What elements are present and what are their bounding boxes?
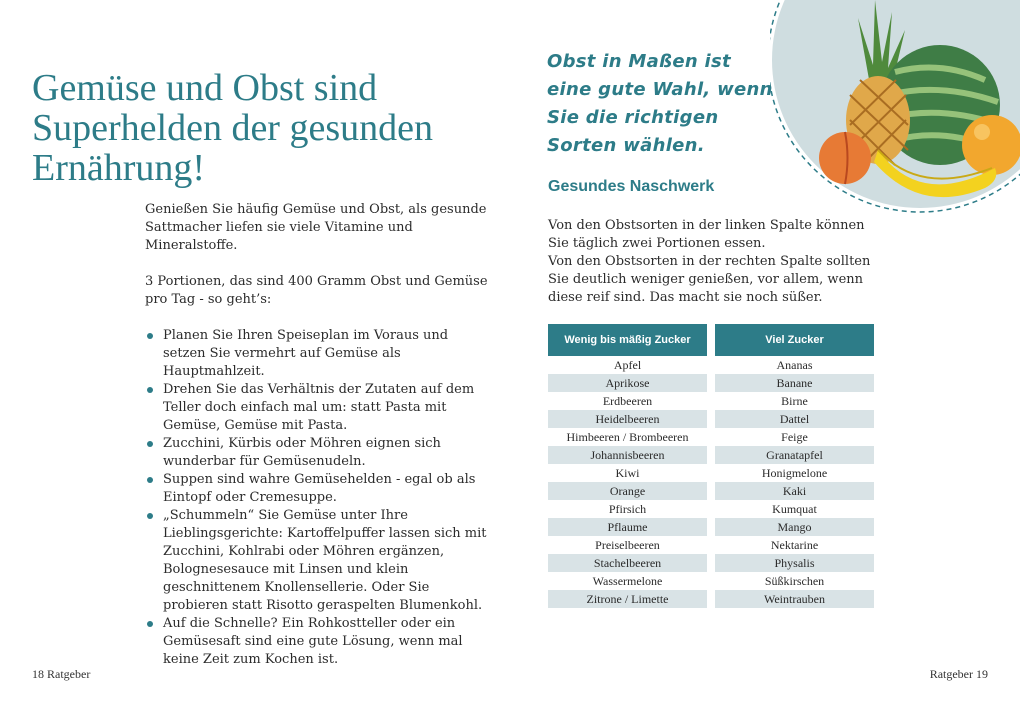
section-subheading: Gesundes Naschwerk [548,178,715,195]
list-item: „Schummeln“ Sie Gemüse unter Ihre Lieblingsgerichte: Kartoffelpuffer lassen sich mit Zucchini, Kohlrabi oder Möhren ergänzen, Bolognesesauce mit Linsen und klein geschnittenem Knollensellerie. Oder Sie probieren statt Risotto geraspelten Blumenkohl. [145,507,490,615]
table-row [715,446,874,464]
table-row [548,500,707,518]
table-cell: Kaki [715,482,874,500]
table-cell: Heidelbeeren [548,410,707,428]
left-body [145,201,490,669]
table-cell: Honigmelone [715,464,874,482]
table-row [548,536,707,554]
table-cell: Ananas [715,356,874,374]
table-row [548,374,707,392]
low-sugar-table [548,324,707,608]
table-row [715,590,874,608]
page-number-left: 18 Ratgeber [32,667,91,681]
intro-paragraph: Genießen Sie häufig Gemüse und Obst, als gesunde Sattmacher liefen sie viele Vitamine und Mineralstoffe. [145,202,487,253]
table-row [715,464,874,482]
portions-paragraph: 3 Portionen, das sind 400 Gramm Obst und Gemüse pro Tag - so geht’s: [145,274,488,307]
table-row [715,518,874,536]
list-item: Planen Sie Ihren Speiseplan im Voraus und setzen Sie vermehrt auf Gemüse als Hauptmahlzeit. [145,327,490,381]
table-cell: Banane [715,374,874,392]
paragraph: Von den Obstsorten in der rechten Spalte sollten Sie deutlich weniger genießen, vor allem, wenn diese reif sind. Das macht sie noch süßer. [548,254,871,305]
table-cell: Weintrauben [715,590,874,608]
table-cell: Pfirsich [548,500,707,518]
table-cell: Süßkirschen [715,572,874,590]
page-headline: Gemüse und Obst sind Superhelden der gesunden Ernährung! [32,67,433,189]
high-sugar-table [715,324,874,608]
list-item: Suppen sind wahre Gemüsehelden - egal ob als Eintopf oder Cremesuppe. [145,471,490,507]
table-cell: Aprikose [548,374,707,392]
table-cell: Stachelbeeren [548,554,707,572]
table-header: Viel Zucker [715,324,874,356]
table-row [715,482,874,500]
table-header: Wenig bis mäßig Zucker [548,324,707,356]
table-row [548,392,707,410]
list-item: Zucchini, Kürbis oder Möhren eignen sich wunderbar für Gemüsenudeln. [145,435,490,471]
table-row [548,590,707,608]
table-row [715,410,874,428]
paragraph: Von den Obstsorten in der linken Spalte können Sie täglich zwei Portionen essen. [548,218,865,251]
table-row [715,392,874,410]
table-row [548,572,707,590]
table-cell: Zitrone / Limette [548,590,707,608]
table-cell: Pflaume [548,518,707,536]
sugar-tables [548,324,874,608]
pull-quote: Obst in Maßen ist eine gute Wahl, wenn Sie die richtigen Sorten wählen. [547,51,773,156]
page-number-right: Ratgeber 19 [929,667,988,681]
table-row [548,410,707,428]
table-cell: Erdbeeren [548,392,707,410]
table-cell: Dattel [715,410,874,428]
table-cell: Mango [715,518,874,536]
table-cell: Wassermelone [548,572,707,590]
table-row [548,356,707,374]
table-row [715,500,874,518]
list-item: Drehen Sie das Verhältnis der Zutaten auf dem Teller doch einfach mal um: statt Pasta mit Gemüse, Gemüse mit Pasta. [145,381,490,435]
table-cell: Apfel [548,356,707,374]
table-row [548,518,707,536]
table-cell: Nektarine [715,536,874,554]
table-cell: Preiselbeeren [548,536,707,554]
table-cell: Granatapfel [715,446,874,464]
tips-list [145,327,490,669]
table-row [715,356,874,374]
table-row [548,446,707,464]
fruit-illustration [770,0,1020,215]
table-cell: Physalis [715,554,874,572]
list-item: Auf die Schnelle? Ein Rohkostteller oder ein Gemüsesaft sind eine gute Lösung, wenn mal keine Zeit zum Kochen ist. [145,615,490,669]
table-row [715,572,874,590]
table-row [548,482,707,500]
table-row [548,464,707,482]
right-body [548,217,883,307]
table-row [548,428,707,446]
table-row [715,428,874,446]
table-cell: Himbeeren / Brombeeren [548,428,707,446]
table-cell: Kiwi [548,464,707,482]
table-row [715,536,874,554]
table-cell: Orange [548,482,707,500]
table-row [715,374,874,392]
table-row [548,554,707,572]
table-cell: Johannisbeeren [548,446,707,464]
table-row [715,554,874,572]
table-cell: Feige [715,428,874,446]
table-cell: Kumquat [715,500,874,518]
table-cell: Birne [715,392,874,410]
